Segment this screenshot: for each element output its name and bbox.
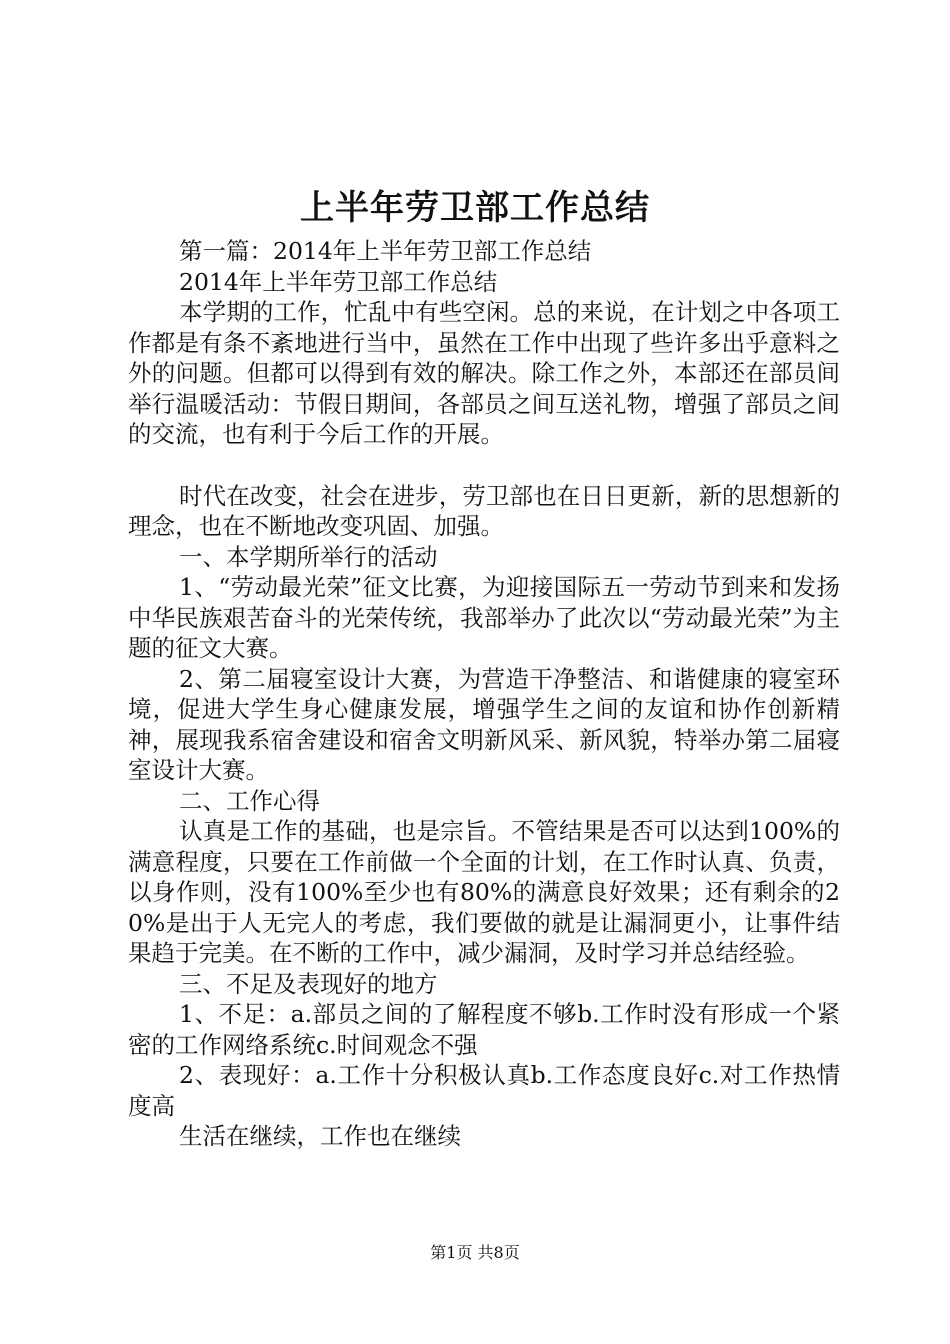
- paragraph-activity-essay: 1、“劳动最光荣”征文比赛，为迎接国际五一劳动节到来和发扬中华民族艰苦奋斗的光荣传统，我部举办了此次以“劳动最光荣”为主题的征文大赛。: [128, 573, 840, 662]
- paragraph-strengths: 2、表现好：a.工作十分积极认真b.工作态度良好c.对工作热情度高: [128, 1061, 840, 1120]
- paragraph-activity-dorm-design: 2、第二届寝室设计大赛，为营造干净整洁、和谐健康的寝室环境，促进大学生身心健康发展，增强学生之间的友谊和协作创新精神，展现我系宿舍建设和宿舍文明新风采、新风貌，特举办第二届寝室设计大赛。: [128, 664, 840, 784]
- paragraph-intro: 本学期的工作，忙乱中有些空闲。总的来说，在计划之中各项工作都是有条不紊地进行当中，虽然在工作中出现了些许多出乎意料之外的问题。但都可以得到有效的解决。除工作之外，本部还在部员间举行温暖活动：节假日期间，各部员之间互送礼物，增强了部员之间的交流，也有利于今后工作的开展。: [128, 298, 840, 448]
- section-heading-experience: 二、工作心得: [179, 786, 320, 815]
- section-heading-activities: 一、本学期所举行的活动: [179, 542, 438, 571]
- paragraph-experience: 认真是工作的基础，也是宗旨。不管结果是否可以达到100%的满意程度，只要在工作前做一个全面的计划，在工作时认真、负责，以身作则，没有100%至少也有80%的满意良好效果；还有剩余的20%是出于人无完人的考虑，我们要做的就是让漏洞更小，让事件结果趋于完美。在不断的工作中，减少漏洞，及时学习并总结经验。: [128, 817, 840, 967]
- page-number-footer: 第1页 共8页: [430, 1243, 520, 1262]
- document-body: [128, 236, 840, 1152]
- paragraph-progress: 时代在改变，社会在进步，劳卫部也在日日更新，新的思想新的理念，也在不断地改变巩固、加强。: [128, 481, 840, 540]
- paragraph-heading-first-part: 第一篇：2014年上半年劳卫部工作总结: [179, 237, 592, 265]
- paragraph-subtitle: 2014年上半年劳卫部工作总结: [179, 267, 498, 296]
- document-title: 上半年劳卫部工作总结: [300, 188, 650, 228]
- paragraph-closing: 生活在继续，工作也在继续: [179, 1122, 461, 1150]
- paragraph-weaknesses: 1、不足：a.部员之间的了解程度不够b.工作时没有形成一个紧密的工作网络系统c.时间观念不强: [128, 1000, 840, 1059]
- section-heading-strengths-weaknesses: 三、不足及表现好的地方: [179, 969, 438, 998]
